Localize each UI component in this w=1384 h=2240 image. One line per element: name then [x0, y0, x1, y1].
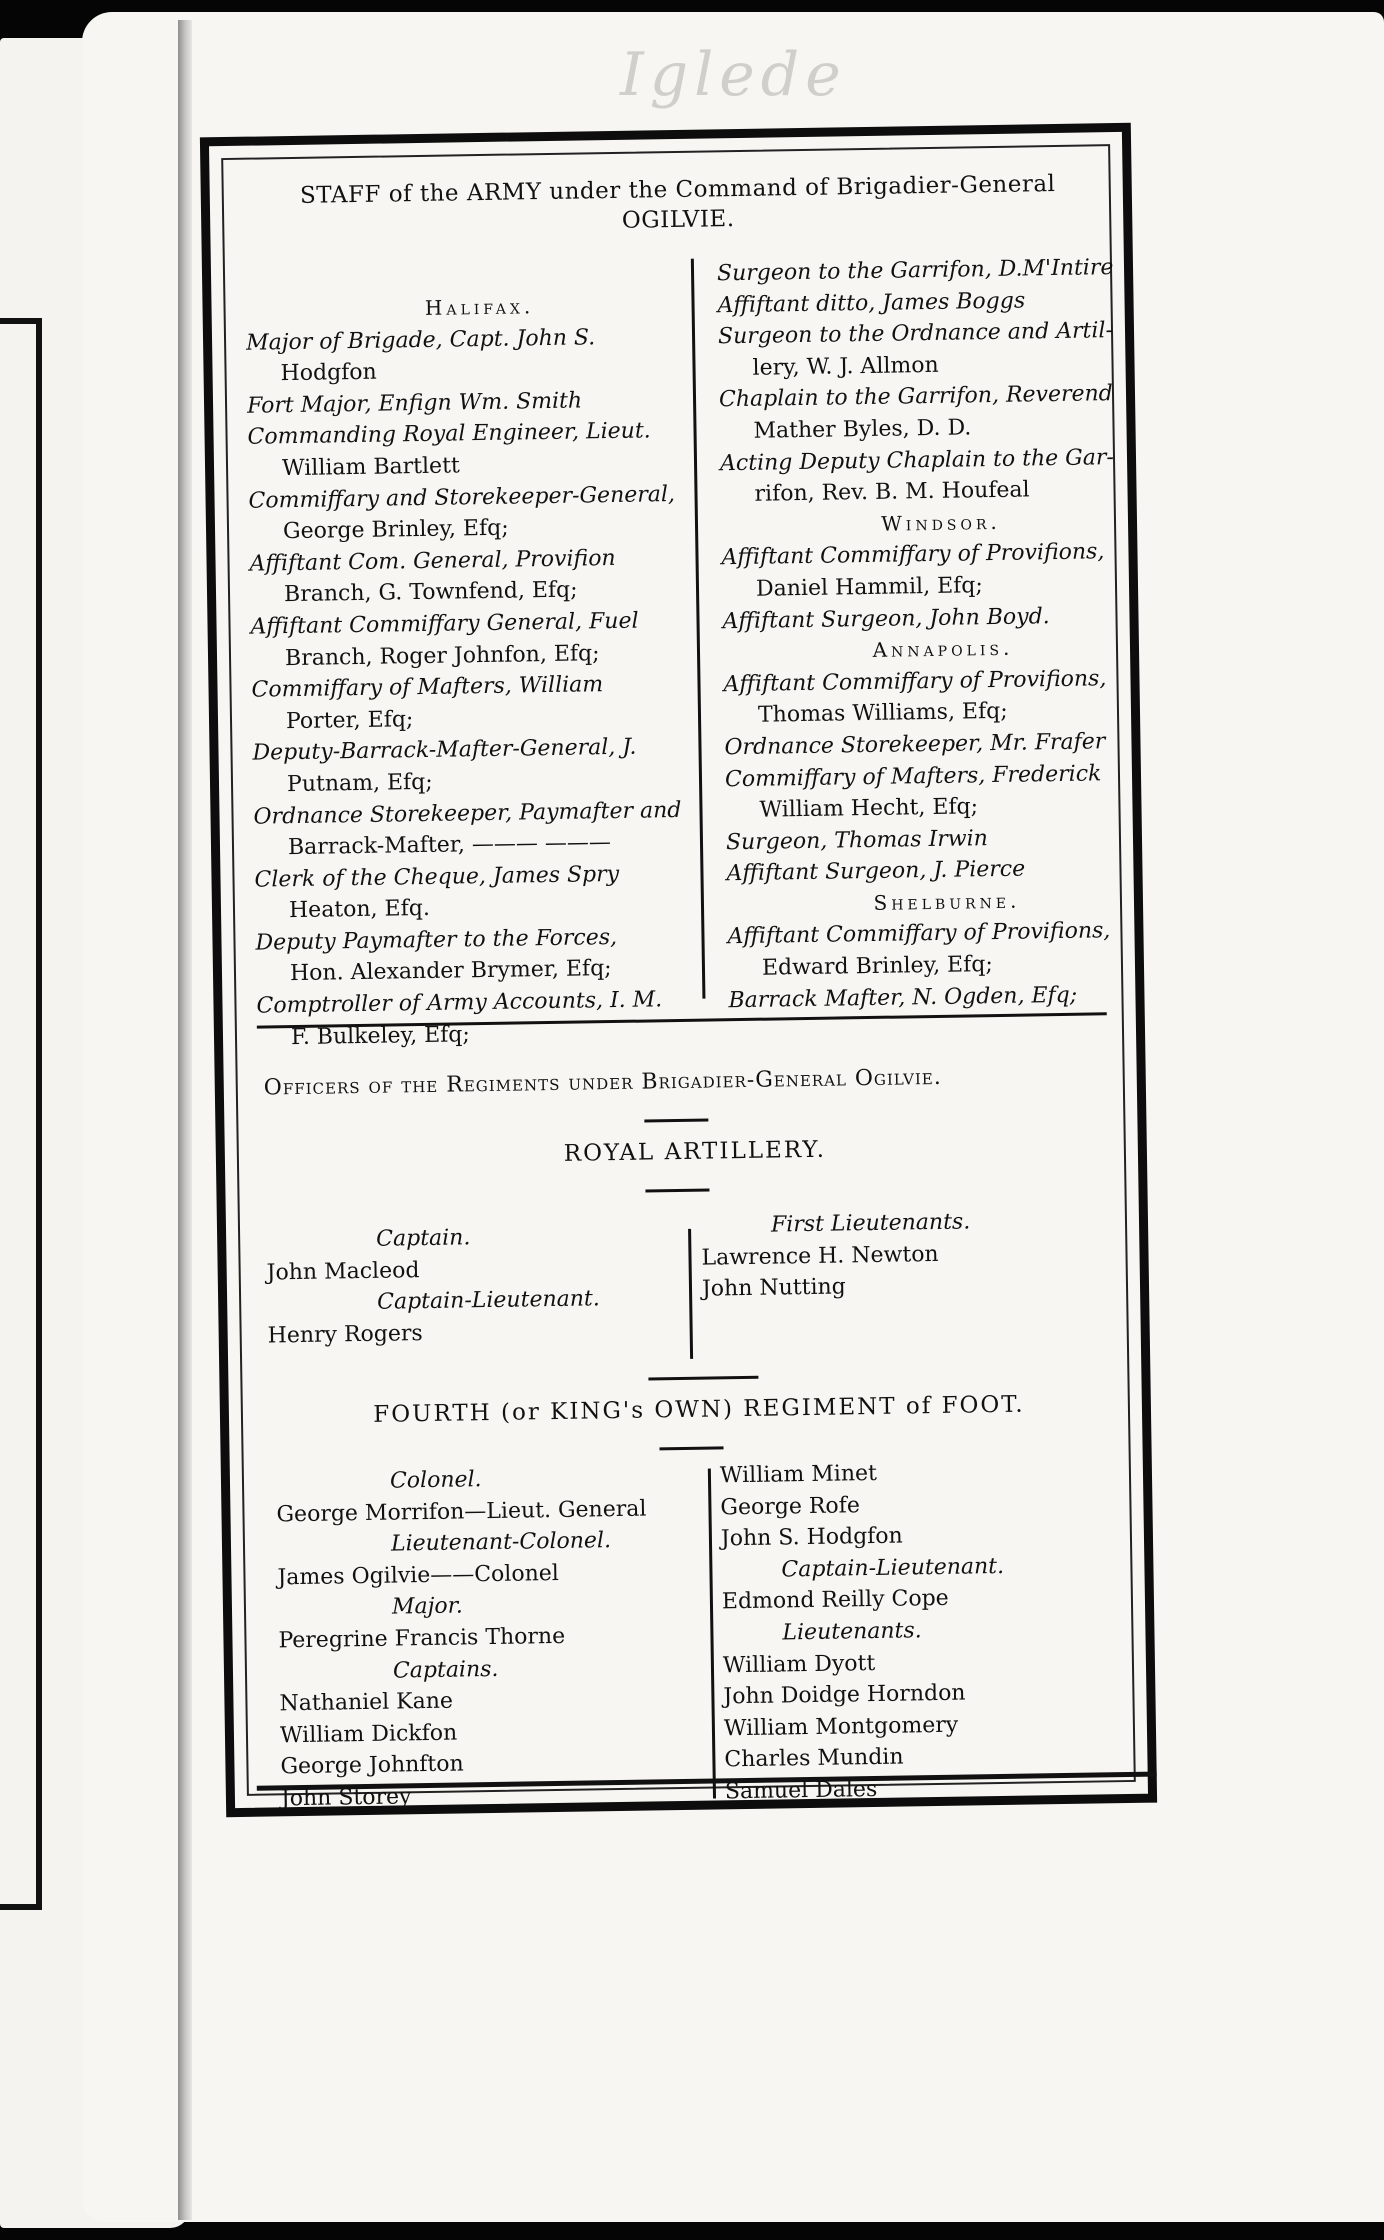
- staff-entry: Affiftant Commiffary of Provifions,: [721, 539, 1105, 571]
- officer-name: William Dyott: [722, 1650, 876, 1678]
- staff-entry: Major of Brigade, Capt. John S.: [245, 324, 596, 356]
- rank-heading: Captain-Lieutenant.: [376, 1286, 600, 1315]
- staff-entry: Daniel Hammil, Efq;: [755, 573, 983, 602]
- officer-name: Henry Rogers: [267, 1320, 423, 1349]
- section-heading: Windsor.: [881, 509, 1001, 536]
- staff-entry: rifon, Rev. B. M. Houfeal: [754, 477, 1030, 507]
- rank-heading: Captain.: [375, 1225, 471, 1252]
- staff-entry: Surgeon, Thomas Irwin: [725, 825, 989, 855]
- rank-heading: First Lieutenants.: [770, 1209, 971, 1238]
- staff-entry: Chaplain to the Garrifon, Reverend: [718, 381, 1113, 413]
- staff-entry: Porter, Efq;: [285, 706, 414, 734]
- officer-name: James Ogilvie——Colonel: [277, 1560, 560, 1591]
- officer-name: Nathaniel Kane: [279, 1688, 454, 1717]
- handwritten-note: Iglede: [620, 40, 847, 110]
- officer-name: William Dickfon: [279, 1720, 458, 1749]
- staff-entry: Barrack Mafter, N. Ogden, Efq;: [728, 982, 1078, 1013]
- rank-heading: Major.: [391, 1593, 463, 1620]
- staff-entry: Clerk of the Cheque, James Spry: [254, 861, 620, 893]
- officer-name: George Morrifon—Lieut. General: [276, 1496, 647, 1527]
- section-heading: Annapolis.: [872, 635, 1014, 663]
- officer-name: John Doidge Horndon: [723, 1680, 966, 1710]
- staff-header-line1: STAFF of the ARMY under the Command of Brigadier-General: [299, 170, 1056, 209]
- staff-entry: Affiftant Com. General, Provifion: [249, 545, 616, 577]
- rank-heading: Colonel.: [389, 1467, 482, 1494]
- staff-header-line2: OGILVIE.: [621, 206, 735, 234]
- royal-artillery-right: [701, 1204, 1102, 1305]
- officer-name: John S. Hodgfon: [720, 1523, 903, 1552]
- staff-entry: Affiftant Surgeon, John Boyd.: [722, 603, 1050, 634]
- officer-name: John Nutting: [701, 1274, 846, 1302]
- staff-entry: George Brinley, Efq;: [282, 515, 509, 545]
- rank-heading: Captains.: [392, 1656, 499, 1684]
- book-spine: [178, 20, 192, 2220]
- staff-entry: Acting Deputy Chaplain to the Gar-: [719, 444, 1115, 476]
- staff-entry: William Hecht, Efq;: [759, 794, 979, 823]
- section-heading: Shelburne.: [873, 888, 1021, 915]
- staff-entry: Heaton, Efq.: [288, 896, 431, 924]
- staff-entry: Hon. Alexander Brymer, Efq;: [289, 956, 612, 987]
- staff-entry: Surgeon to the Ordnance and Artil-: [717, 318, 1114, 350]
- staff-entry: Branch, G. Townfend, Efq;: [283, 577, 578, 608]
- royal-artillery-title: ROYAL ARTILLERY.: [563, 1136, 827, 1167]
- staff-entry: Commiffary of Mafters, Frederick: [724, 760, 1102, 792]
- staff-entry: Comptroller of Army Accounts, I. M.: [256, 987, 663, 1019]
- staff-right-column: [717, 251, 1169, 1016]
- staff-entry: Putnam, Efq;: [286, 769, 433, 798]
- fourth-regiment-left: [270, 1460, 725, 1815]
- staff-entry: Mather Byles, D. D.: [753, 415, 972, 444]
- staff-left-column: [245, 288, 725, 1054]
- officer-name: John Macleod: [266, 1257, 420, 1286]
- staff-entry: Commiffary of Mafters, William: [251, 672, 604, 703]
- staff-entry: Commanding Royal Engineer, Lieut.: [247, 418, 651, 451]
- section-heading: Halifax.: [424, 294, 535, 320]
- staff-entry: Affiftant Commiffary of Provifions,: [723, 665, 1107, 697]
- officer-name: Samuel Dales: [724, 1776, 878, 1805]
- rank-heading: Captain-Lieutenant.: [781, 1553, 1005, 1583]
- staff-entry: Deputy Paymafter to the Forces,: [255, 924, 618, 956]
- fourth-regiment-title: FOURTH (or KING's OWN) REGIMENT of FOOT.: [373, 1391, 1025, 1428]
- staff-entry: Ordnance Storekeeper, Paymafter and: [253, 797, 682, 830]
- officer-name: William Montgomery: [723, 1712, 959, 1742]
- staff-entry: Barrack-Mafter, ——— ———: [287, 830, 612, 861]
- staff-entry: Surgeon to the Garrifon, D.M'Intire: [716, 255, 1114, 287]
- staff-entry: William Bartlett: [281, 453, 460, 482]
- staff-entry: Affiftant Commiffary General, Fuel: [250, 608, 639, 640]
- staff-entry: Ordnance Storekeeper, Mr. Frafer: [724, 729, 1106, 761]
- rank-heading: Lieutenants.: [782, 1618, 922, 1646]
- fourth-regiment-right: [720, 1454, 1125, 1808]
- officer-name: Lawrence H. Newton: [701, 1241, 939, 1271]
- staff-entry: Deputy-Barrack-Mafter-General, J.: [252, 734, 637, 766]
- staff-entry: Affiftant Commiffary of Provifions,: [727, 918, 1111, 950]
- staff-entry: lery, W. J. Allmon: [752, 352, 939, 381]
- officer-name: George Johnfton: [280, 1751, 464, 1780]
- officer-name: Peregrine Francis Thorne: [278, 1623, 566, 1654]
- staff-entry: Commiffary and Storekeeper-General,: [248, 481, 676, 514]
- rank-heading: Lieutenant-Colonel.: [390, 1528, 612, 1557]
- officer-name: Charles Mundin: [724, 1744, 904, 1773]
- staff-entry: Hodgfon: [280, 359, 377, 387]
- officer-name: John Storey: [280, 1784, 412, 1812]
- staff-entry: Edward Brinley, Efq;: [761, 952, 993, 981]
- staff-entry: Affiftant ditto, James Boggs: [717, 288, 1026, 318]
- officer-name: Edmond Reilly Cope: [721, 1586, 949, 1615]
- staff-entry: Thomas Williams, Efq;: [757, 699, 1008, 729]
- staff-entry: Branch, Roger Johnfon, Efq;: [284, 640, 600, 671]
- officer-name: William Minet: [719, 1460, 878, 1489]
- royal-artillery-left: [266, 1219, 708, 1352]
- officer-name: George Rofe: [720, 1492, 861, 1520]
- staff-entry: Affiftant Surgeon, J. Pierce: [726, 856, 1026, 887]
- staff-entry: F. Bulkeley, Efq;: [290, 1021, 470, 1050]
- staff-table-frame: [200, 123, 1157, 1817]
- left-page-frame: [0, 318, 42, 1910]
- staff-entry: Fort Major, Enfign Wm. Smith: [246, 388, 583, 419]
- officers-title: Officers of the Regiments under Brigadier-General Ogilvie.: [263, 1064, 942, 1101]
